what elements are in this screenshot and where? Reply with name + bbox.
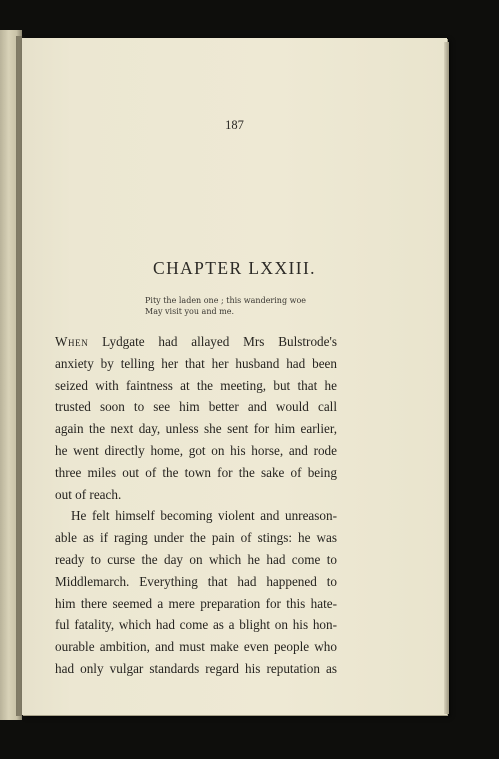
text-line: anxiety by telling her that her husband had been [55, 355, 337, 371]
text-line: Middlemarch. Everything that had happened to [55, 573, 337, 589]
page-fore-edge [444, 42, 449, 714]
text-line: ourable ambition, and must make even people who [55, 639, 337, 655]
text-line: out of reach. [55, 486, 122, 502]
text-line: again the next day, unless she sent for him earlier, [55, 421, 337, 437]
text-line: three miles out of the town for the sake of being [55, 464, 337, 480]
text-line: seized with faintness at the meeting, but that he [55, 377, 337, 393]
text-line: ful fatality, which had come as a blight on his hon- [55, 617, 337, 633]
text-line: able as if raging under the pain of stings: he was [55, 530, 337, 546]
text-line: had only vulgar standards regard his reputation as [55, 660, 337, 676]
text-line-rest: Lydgate had allayed Mrs Bulstrode's [88, 334, 337, 349]
text-line: he went directly home, got on his horse, and rode [55, 442, 337, 458]
epigraph [145, 295, 306, 317]
page-number: 187 [225, 118, 244, 132]
text-line: ready to curse the day on which he had come to [55, 551, 337, 567]
chapter-title: CHAPTER LXXIII. [153, 258, 316, 278]
text-line: trusted soon to see him better and would call [55, 399, 337, 415]
body-text [55, 331, 337, 680]
text-line: He felt himself becoming violent and unreason- [71, 508, 337, 524]
epigraph-line: May visit you and me. [145, 307, 235, 316]
text-line [55, 331, 337, 353]
book-page [22, 38, 447, 715]
epigraph-line: Pity the laden one ; this wandering woe [145, 296, 307, 305]
drop-word: When [55, 334, 89, 349]
text-line: him there seemed a mere preparation for this hate- [55, 595, 337, 611]
